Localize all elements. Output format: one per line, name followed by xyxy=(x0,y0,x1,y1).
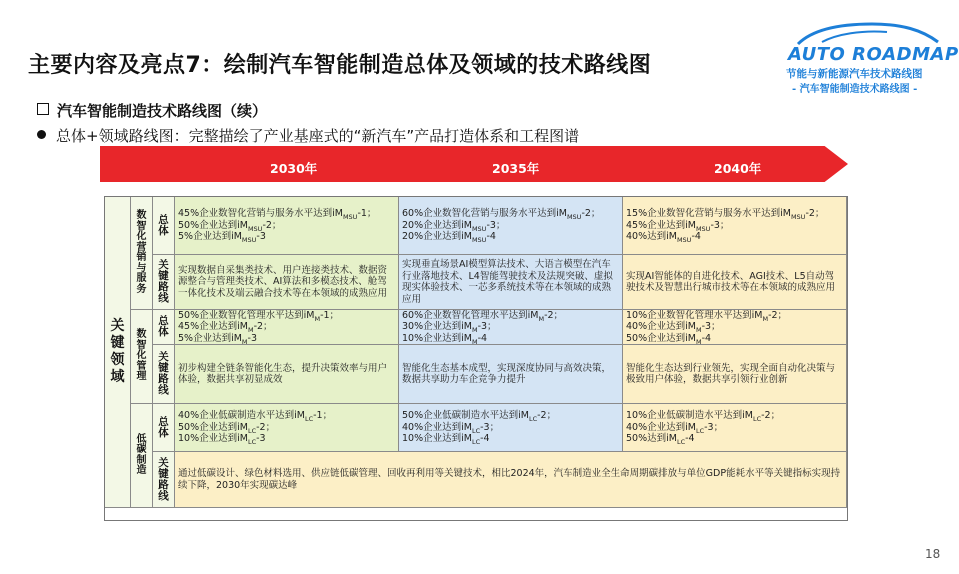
cell-text: 实现AI智能体的自进化技术、AGI技术、L5自动驾驶技术及智慧出行城市技术等在本领域的成熟应用 xyxy=(626,270,836,293)
cell-2040 xyxy=(623,255,847,310)
metric-line: 15%企业数智化营销与服务水平达到$iM_{MSU}-2$； xyxy=(626,208,825,222)
row-type-label: 关键路线 xyxy=(158,259,169,304)
metric-line: 45%企业达到$iM_{MSU}-3$； xyxy=(626,219,730,233)
timeline-arrow xyxy=(100,146,848,182)
section-heading xyxy=(37,100,267,121)
cell-2030 xyxy=(175,197,399,255)
section-label: 数智化管理 xyxy=(136,329,147,383)
cell-2040 xyxy=(623,310,847,345)
row-type-cell xyxy=(153,310,175,345)
domain-label-cell xyxy=(105,197,131,508)
metric-line: 50%企业达到$iM_M-4$ xyxy=(626,332,712,345)
roadmap-table xyxy=(104,196,848,521)
metric-line: 5%企业达到$iM_{MSU}-3$ xyxy=(178,231,266,245)
page-number: 18 xyxy=(925,547,941,561)
metric-line: 60%企业数智化营销与服务水平达到$iM_{MSU}-2$； xyxy=(402,208,601,222)
cell-2040 xyxy=(623,404,847,452)
row-type-label: 总体 xyxy=(158,213,169,237)
section-label-cell xyxy=(131,404,153,508)
row-type-cell xyxy=(153,345,175,404)
row-type-label: 总体 xyxy=(158,415,169,439)
span-cell xyxy=(175,452,847,508)
auto-roadmap-logo xyxy=(760,20,959,98)
metric-line: 30%企业达到$iM_M-3$； xyxy=(402,321,497,335)
row-type-cell xyxy=(153,255,175,310)
section-label-cell xyxy=(131,197,153,310)
metric-line: 45%企业数智化营销与服务水平达到$iM_{MSU}-1$； xyxy=(178,208,377,222)
metric-line: 40%达到$iM_{MSU}-4$ xyxy=(626,231,701,245)
row-type-cell xyxy=(153,197,175,255)
cell-2035 xyxy=(399,255,623,310)
metric-line: 10%企业低碳制造水平达到$iM_{LC}-2$； xyxy=(626,410,781,424)
cell-2035 xyxy=(399,345,623,404)
cell-2035 xyxy=(399,197,623,255)
cell-text: 智能化生态基本成型，实现深度协同与高效决策，数据共享助力车企竞争力提升 xyxy=(402,362,612,385)
metric-line: 5%企业达到$iM_M-3$ xyxy=(178,332,258,345)
cell-2040 xyxy=(623,345,847,404)
logo-brand: AUTO ROADMAP xyxy=(788,44,959,65)
metric-line: 10%企业达到$iM_{LC}-3$ xyxy=(178,433,266,447)
logo-subtitle: 节能与新能源汽车技术路线图 xyxy=(786,68,923,80)
metric-line: 10%企业达到$iM_M-4$ xyxy=(402,332,488,345)
metric-line: 20%企业达到$iM_{MSU}-4$ xyxy=(402,231,496,245)
row-type-cell xyxy=(153,404,175,452)
row-type-label: 关键路线 xyxy=(158,456,169,502)
metric-line: 10%企业数智化管理水平达到$iM_M-2$； xyxy=(626,310,788,323)
metric-line: 40%企业达到$iM_{LC}-3$； xyxy=(626,421,724,435)
section-heading-text: 汽车智能制造技术路线图（续） xyxy=(57,102,268,120)
cell-2030 xyxy=(175,404,399,452)
row-type-cell xyxy=(153,452,175,508)
page-title: 主要内容及亮点7：绘制汽车智能制造总体及领域的技术路线图 xyxy=(28,53,652,78)
year-2040: 2040年 xyxy=(714,161,762,176)
metric-line: 60%企业数智化管理水平达到$iM_M-2$； xyxy=(402,310,564,323)
section-label: 数智化营销与服务 xyxy=(136,210,147,295)
cell-2030 xyxy=(175,345,399,404)
domain-label: 关键领域 xyxy=(110,318,125,385)
row-type-label: 关键路线 xyxy=(158,351,169,396)
cell-2035 xyxy=(399,310,623,345)
cell-text: 智能化生态达到行业领先，实现全面自动化决策与极致用户体验，数据共享引领行业创新 xyxy=(626,362,836,385)
metric-line: 40%企业达到$iM_{LC}-3$； xyxy=(402,421,500,435)
bullet-point xyxy=(37,125,579,146)
metric-line: 45%企业达到$iM_M-2$； xyxy=(178,321,273,335)
cell-2030 xyxy=(175,255,399,310)
metric-line: 50%企业低碳制造水平达到$iM_{LC}-2$； xyxy=(402,410,557,424)
section-label-cell xyxy=(131,310,153,404)
metric-line: 50%企业数智化管理水平达到$iM_M-1$； xyxy=(178,310,340,323)
metric-line: 40%企业达到$iM_M-3$； xyxy=(626,321,721,335)
logo-subtitle-2: - 汽车智能制造技术路线图 - xyxy=(792,84,918,95)
car-outline-icon xyxy=(792,20,942,46)
year-2030: 2030年 xyxy=(270,161,318,176)
row-type-label: 总体 xyxy=(158,315,169,338)
year-2035: 2035年 xyxy=(492,161,540,176)
metric-line: 50%达到$iM_{LC}-4$ xyxy=(626,433,695,447)
metric-line: 40%企业低碳制造水平达到$iM_{LC}-1$； xyxy=(178,410,333,424)
metric-line: 50%企业达到$iM_{LC}-2$； xyxy=(178,421,276,435)
cell-text: 初步构建全链条智能化生态，提升决策效率与用户体验，数据共享初显成效 xyxy=(178,362,388,385)
metric-line: 10%企业达到$iM_{LC}-4$ xyxy=(402,433,490,447)
square-bullet-icon xyxy=(37,103,49,115)
cell-2040 xyxy=(623,197,847,255)
dot-bullet-icon xyxy=(37,130,46,139)
cell-text: 实现数据自采集类技术、用户连接类技术、数据资源整合与管理类技术、AI算法和多模态技术、舱驾一体化技术及端云融合技术等在本领域的成熟应用 xyxy=(178,264,388,299)
bullet-text: 总体+领域路线图：完整描绘了产业基座式的“新汽车”产品打造体系和工程图谱 xyxy=(56,127,580,145)
cell-2030 xyxy=(175,310,399,345)
metric-line: 50%企业达到$iM_{MSU}-2$； xyxy=(178,219,282,233)
span-text: 通过低碳设计、绿色材料选用、供应链低碳管理、回收再利用等关键技术，相比2024年，汽车制造业全生命周期碳排放与单位GDP能耗水平等关键指标实现持续下降，2030年实现碳达峰 xyxy=(178,468,841,491)
section-label: 低碳制造 xyxy=(136,433,147,476)
cell-2035 xyxy=(399,404,623,452)
metric-line: 20%企业达到$iM_{MSU}-3$； xyxy=(402,219,506,233)
cell-text: 实现垂直场景AI模型算法技术、大语言模型在汽车行业落地技术、L4智能驾驶技术及法规突破、虚拟现实体验技术、一芯多系统技术等在本领域的成熟应用 xyxy=(402,259,613,305)
